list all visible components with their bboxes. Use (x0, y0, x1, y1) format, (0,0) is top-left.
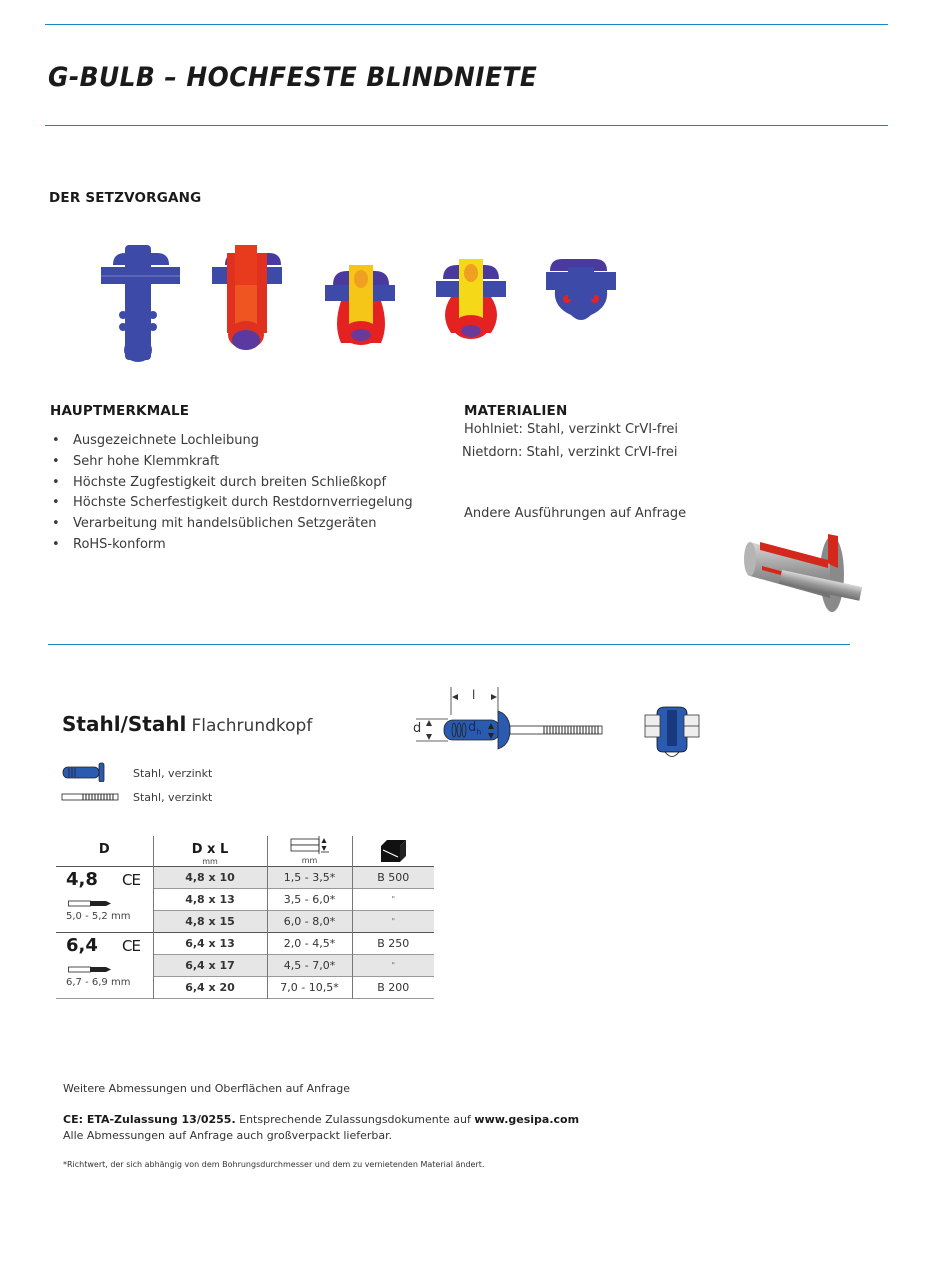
bullet-icon: • (52, 516, 60, 532)
bullet-icon: • (52, 474, 60, 490)
rivet-drawing-svg (410, 683, 610, 753)
setting-process-heading: DER SETZVORGANG (49, 190, 202, 206)
legend-mandrel-label: Stahl, verzinkt (133, 791, 213, 804)
setting-stage-4 (436, 259, 506, 339)
page-title: G-BULB – HOCHFESTE BLINDNIETE (48, 62, 538, 93)
bullet-icon: • (52, 453, 60, 469)
grip-cell: 3,5 - 6,0* (267, 889, 352, 911)
materials-note: Andere Ausführungen auf Anfrage (464, 506, 687, 521)
setting-process-illustration (95, 245, 625, 365)
product-title-head: Flachrundkopf (191, 716, 313, 736)
pack-cell: B 500 (352, 867, 434, 889)
diameter-value: 4,8 (66, 869, 98, 890)
header-pack (352, 836, 434, 867)
pack-cell: B 200 (377, 981, 410, 994)
header-grip: mm (267, 836, 352, 867)
legend-rivet-label: Stahl, verzinkt (133, 767, 213, 780)
table-row (56, 933, 434, 955)
section-rule (48, 644, 850, 645)
feature-item: • Verarbeitung mit handelsüblichen Setzgeräten (50, 514, 413, 535)
bullet-icon: • (52, 495, 60, 511)
box-icon (378, 838, 408, 864)
pack-cell: " (352, 955, 434, 977)
grip-cell: 7,0 - 10,5* (267, 977, 352, 999)
bullet-icon: • (52, 536, 60, 552)
drill-icon (68, 966, 112, 973)
group-cell-4-8 (56, 867, 153, 933)
title-rule (45, 125, 888, 126)
feature-item: • Höchste Scherfestigkeit durch Restdornverriegelung (50, 493, 413, 514)
bulk-note: Alle Abmessungen auf Anfrage auch großverpackt lieferbar. (63, 1129, 393, 1142)
spec-table (56, 836, 434, 999)
material-line-mandrel: Nietdorn: Stahl, verzinkt CrVI-frei (462, 445, 678, 460)
dxl-cell: 6,4 x 17 (153, 955, 267, 977)
pack-cell: " (391, 895, 396, 904)
drill-icon (68, 900, 112, 907)
rivet-cutaway-image (742, 528, 864, 616)
top-rule (45, 24, 888, 25)
rivet-body-icon (61, 762, 107, 782)
product-title (62, 712, 312, 736)
dxl-cell: 6,4 x 13 (153, 933, 267, 955)
materials-heading: MATERIALIEN (464, 403, 568, 419)
rivet-technical-drawing (410, 683, 610, 753)
bullet-icon: • (52, 433, 60, 448)
grip-cell: 6,0 - 8,0* (267, 911, 352, 933)
grip-cell: 2,0 - 4,5* (267, 933, 352, 955)
set-rivet-drawing (643, 706, 701, 762)
setting-stage-1 (101, 245, 180, 362)
mandrel-icon (61, 792, 121, 802)
dxl-cell: 4,8 x 10 (153, 867, 267, 889)
footnote: *Richtwert, der sich abhängig von dem Bohrungsdurchmesser und dem zu vernietenden Material ändert. (63, 1160, 485, 1169)
dxl-cell: 4,8 x 13 (153, 889, 267, 911)
material-line-rivet: Hohlniet: Stahl, verzinkt CrVI-frei (464, 422, 679, 437)
feature-item: • Sehr hohe Klemmkraft (50, 452, 413, 473)
dimension-d-label: d (413, 721, 422, 736)
feature-item: • Höchste Zugfestigkeit durch breiten Schließkopf (50, 473, 413, 494)
product-title-material: Stahl/Stahl (62, 712, 187, 736)
setting-stage-5 (546, 259, 616, 320)
more-dimensions-note: Weitere Abmessungen und Oberflächen auf Anfrage (63, 1082, 351, 1095)
group-cell-6-4 (56, 933, 153, 999)
feature-item: • Ausgezeichnete Lochleibung (50, 431, 413, 452)
features-heading: HAUPTMERKMALE (50, 403, 190, 419)
pack-cell: " (352, 911, 434, 933)
drill-size: 5,0 - 5,2 mm (66, 911, 131, 922)
diameter-value: 6,4 (66, 935, 98, 956)
dimension-l-label: l (472, 688, 476, 702)
grip-cell: 1,5 - 3,5* (267, 867, 352, 889)
ce-mark: CE (122, 871, 140, 889)
table-row (56, 867, 434, 889)
gesipa-link[interactable]: www.gesipa.com (474, 1113, 580, 1126)
setting-stage-3 (325, 265, 395, 345)
dxl-cell: 6,4 x 20 (153, 977, 267, 999)
ce-mark: CE (122, 937, 140, 955)
setting-stage-2 (212, 245, 282, 350)
drill-size: 6,7 - 6,9 mm (66, 977, 131, 988)
grip-range-icon (290, 836, 330, 856)
grip-cell: 4,5 - 7,0* (267, 955, 352, 977)
ce-approval-note: CE: ETA-Zulassung 13/0255. Entsprechende Zulassungsdokumente auf www.gesipa.com (63, 1113, 580, 1126)
features-list (50, 431, 413, 556)
header-dxl: D x L mm (153, 836, 267, 867)
spec-table-header (56, 836, 434, 867)
dimension-dh-label: $d_h$ (468, 720, 482, 737)
dxl-cell: 4,8 x 15 (153, 911, 267, 933)
feature-item: • RoHS-konform (50, 535, 413, 556)
pack-cell: B 250 (377, 937, 410, 950)
header-d: D (56, 836, 153, 867)
